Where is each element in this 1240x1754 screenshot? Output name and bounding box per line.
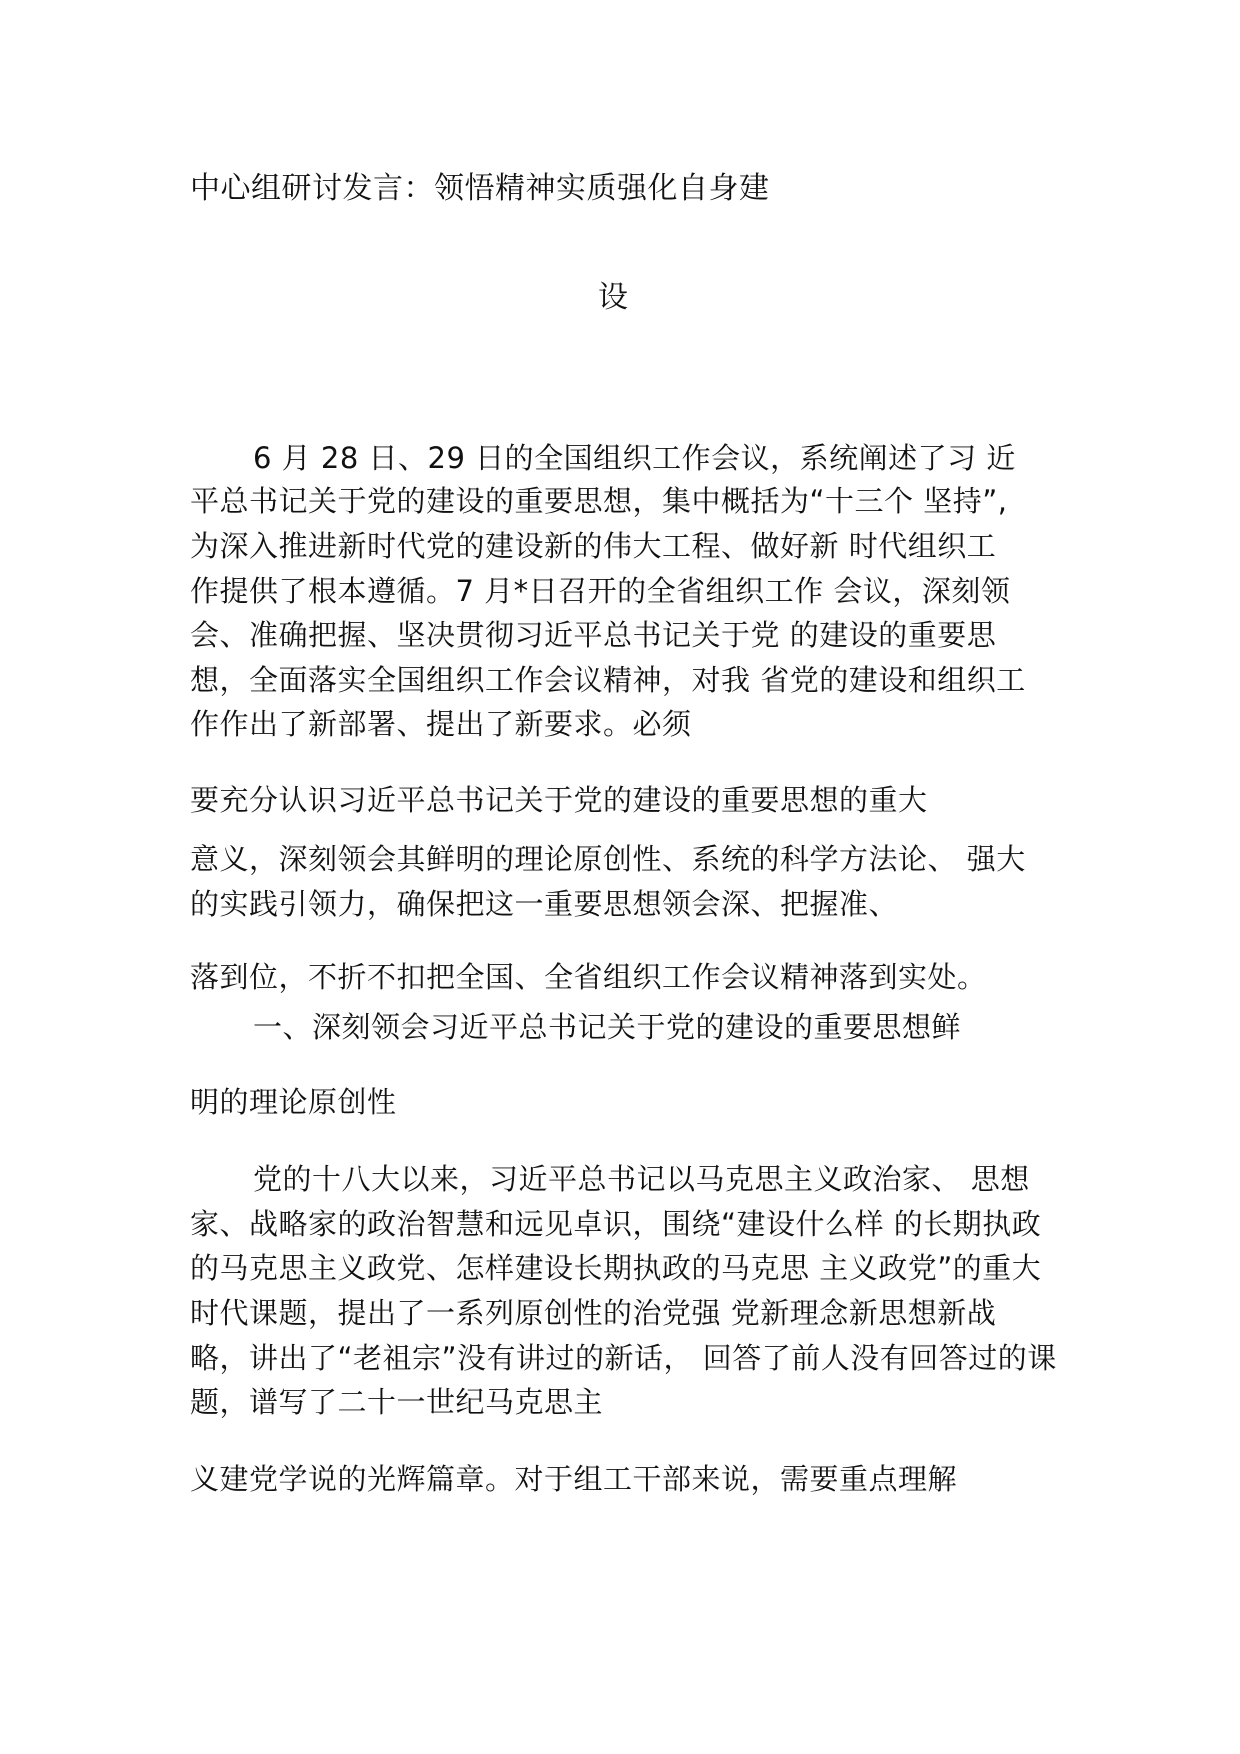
paragraph-line: 作作出了新部署、提出了新要求。必须 <box>190 707 692 741</box>
paragraph-line: 想，全面落实全国组织工作会议精神，对我 省党的建设和组织工 <box>190 663 1026 697</box>
paragraph-line: 会、准确把握、坚决贯彻习近平总书记关于党 的建设的重要思 <box>190 618 997 652</box>
paragraph-line: 时代课题，提出了一系列原创性的治党强 党新理念新思想新战 <box>190 1296 997 1330</box>
paragraph-line: 作提供了根本遵循。7 月*日召开的全省组织工作 会议，深刻领 <box>190 574 1011 608</box>
paragraph-line: 平总书记关于党的建设的重要思想，集中概括为“十三个 坚持”, <box>190 484 1008 518</box>
paragraph-line: 的马克思主义政党、怎样建设长期执政的马克思 主义政党”的重大 <box>190 1251 1042 1285</box>
document-title: 中心组研讨发言：领悟精神实质强化自身建 <box>190 171 770 206</box>
paragraph-line: 家、战略家的政治智慧和远见卓识，围绕“建设什么样 的长期执政 <box>190 1207 1042 1241</box>
paragraph-line: 为深入推进新时代党的建设新的伟大工程、做好新 时代组织工 <box>190 529 997 563</box>
paragraph-line: 意义，深刻领会其鲜明的理论原创性、系统的科学方法论、 强大 <box>190 842 1026 876</box>
paragraph-line: 6 月 28 日、29 日的全国组织工作会议，系统阐述了习 近 <box>253 441 1016 475</box>
heading-line: 一、深刻领会习近平总书记关于党的建设的重要思想鲜 <box>253 1010 962 1044</box>
document-title-continuation: 设 <box>598 280 629 315</box>
paragraph-5: 义建党学说的光辉篇章。对于组工干部来说，需要重点理解 <box>190 1462 958 1496</box>
paragraph-line: 略，讲出了“老祖宗”没有讲过的新话， 回答了前人没有回答过的课 <box>190 1341 1057 1375</box>
paragraph-line: 题，谱写了二十一世纪马克思主 <box>190 1385 604 1419</box>
paragraph-line: 的实践引领力，确保把这一重要思想领会深、把握准、 <box>190 887 899 921</box>
paragraph-3: 落到位，不折不扣把全国、全省组织工作会议精神落到实处。 <box>190 960 987 994</box>
paragraph-line: 党的十八大以来，习近平总书记以马克思主义政治家、 思想 <box>253 1162 1030 1196</box>
heading-line: 明的理论原创性 <box>190 1085 397 1119</box>
paragraph-line: 要充分认识习近平总书记关于党的建设的重要思想的重大 <box>190 783 928 817</box>
